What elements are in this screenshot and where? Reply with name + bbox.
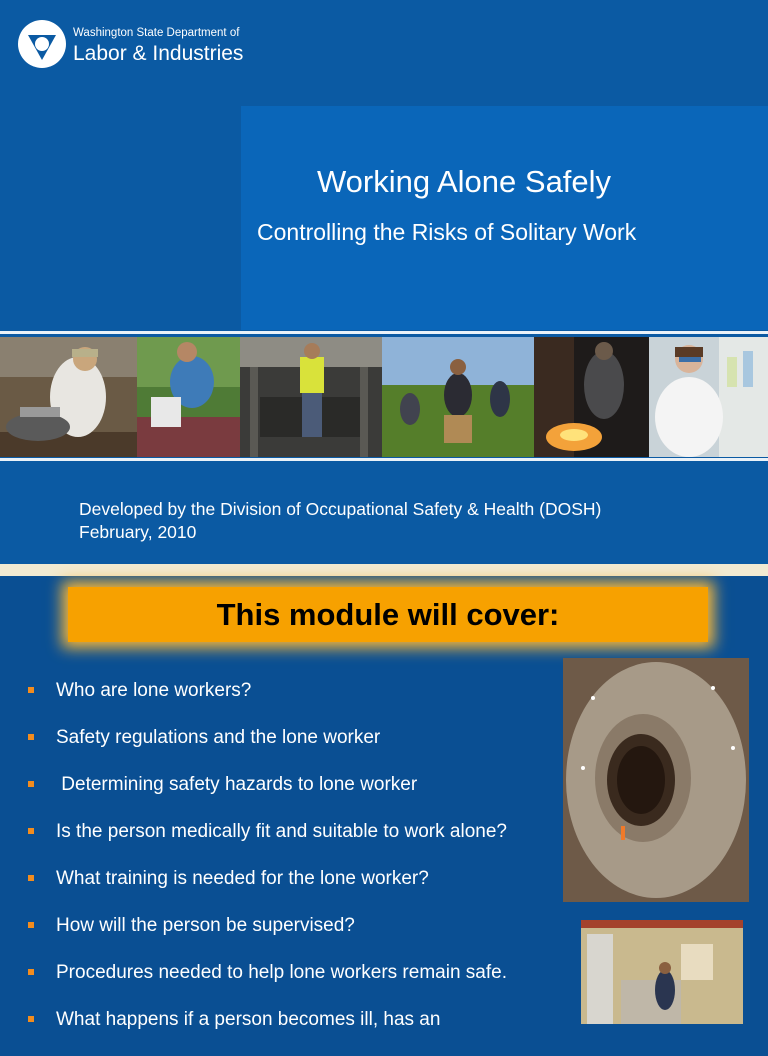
title-panel (241, 106, 768, 330)
tunnel-photo (563, 658, 749, 902)
bullet-icon (28, 781, 34, 787)
bullet-icon (28, 828, 34, 834)
slide-separator (0, 564, 768, 576)
bullet-icon (28, 1016, 34, 1022)
bullet-icon (28, 734, 34, 740)
photo-strip (0, 337, 768, 457)
farm-harvest-photo (137, 337, 240, 457)
lab-technician-photo (649, 337, 768, 457)
date-line: February, 2010 (79, 522, 197, 542)
bullet-icon (28, 875, 34, 881)
worker-sanding-photo (0, 337, 137, 457)
divider-top (0, 331, 768, 334)
credit-block (79, 498, 601, 544)
highway-worker-photo (240, 337, 382, 457)
foundry-worker-photo (534, 337, 649, 457)
divider-bottom (0, 458, 768, 461)
logo-mark-icon (18, 20, 66, 68)
org-line-2: Labor & Industries (73, 42, 244, 65)
org-line-1: Washington State Department of (73, 27, 240, 39)
page-subtitle: Controlling the Risks of Solitary Work (257, 219, 637, 245)
module-heading: This module will cover: (216, 597, 560, 632)
bullet-icon (28, 922, 34, 928)
bullet-icon (28, 969, 34, 975)
module-slide: This module will cover: Who are lone workers? Safety regulations and the lone worker Determining safety hazards to lone worker Is the person medically fit and suitable to work alone? What training is needed for the lone worker? How will the person be supervised? Procedures needed to help lone workers remain safe. What happens if a person becomes ill, has an (0, 576, 768, 1024)
heading-box (68, 587, 708, 642)
agency-logo (18, 20, 258, 68)
kitchen-photo (581, 920, 743, 1024)
field-workers-photo (382, 337, 534, 457)
page-title: Working Alone Safely (316, 164, 612, 199)
credit-line: Developed by the Division of Occupational Safety & Health (DOSH) (79, 499, 602, 519)
bullet-icon (28, 687, 34, 693)
